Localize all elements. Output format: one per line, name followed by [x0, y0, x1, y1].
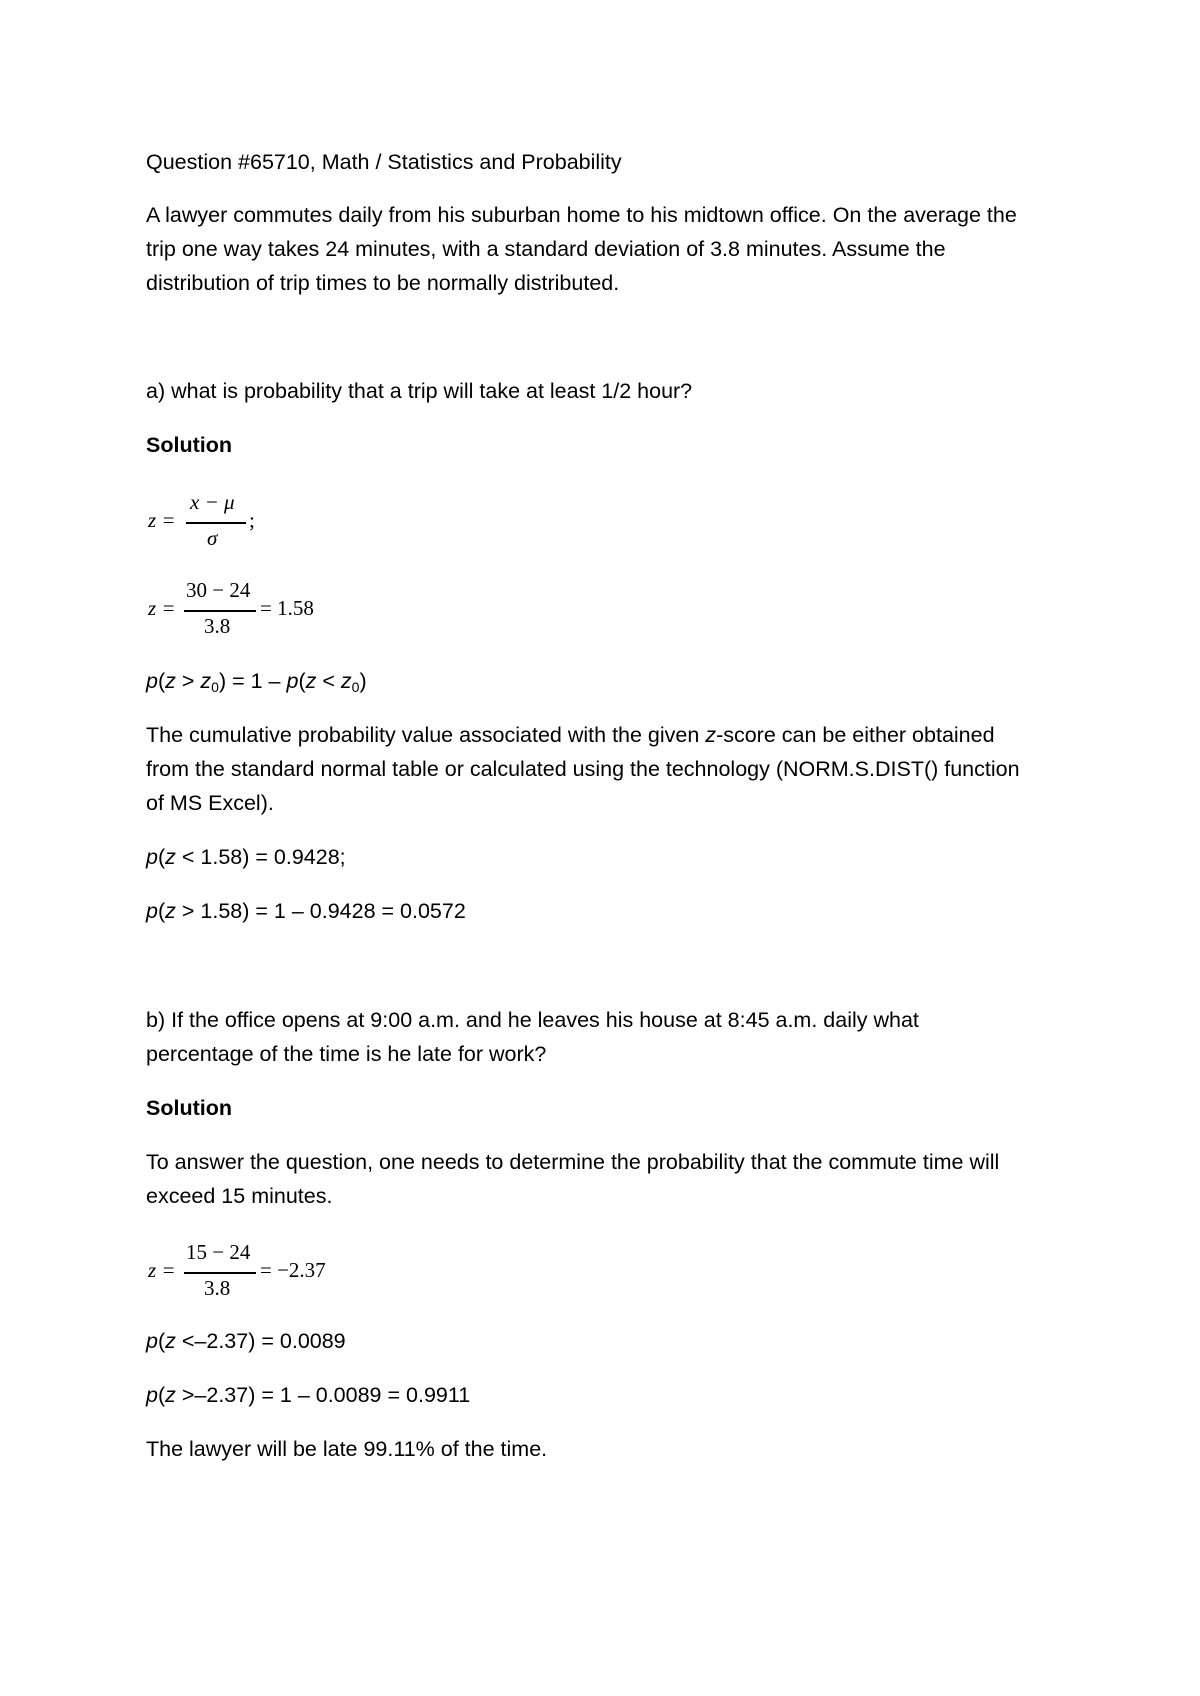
- fraction-bar: [184, 610, 256, 612]
- calc-lhs: z =: [148, 1258, 176, 1282]
- result-paren: (: [157, 899, 166, 923]
- rule-mid: ) = 1 –: [218, 669, 287, 693]
- explanation-line-2: from the standard normal table or calculated using the technology (NORM.S.DIST() function: [146, 757, 1020, 781]
- part-b-intro-line-2: exceed 15 minutes.: [146, 1184, 333, 1208]
- calc-result: = 1.58: [260, 596, 314, 620]
- result-z: z: [165, 899, 176, 923]
- conclusion: The lawyer will be late 99.11% of the time.: [146, 1437, 548, 1461]
- result-p: p: [146, 845, 158, 869]
- rule-subscript: 0: [211, 679, 219, 695]
- calc-lhs: z =: [148, 596, 176, 620]
- result-p: p: [146, 1329, 158, 1353]
- explanation-z: z: [705, 723, 717, 747]
- rule-paren: ): [359, 669, 367, 693]
- rule-z: z: [305, 669, 317, 693]
- rule-z: z: [165, 669, 176, 693]
- explanation-line-3: of MS Excel).: [146, 791, 274, 815]
- result-value: >–2.37) = 1 – 0.0089 = 0.9911: [175, 1383, 471, 1407]
- result-paren: (: [157, 1383, 166, 1407]
- calc-result: = −2.37: [260, 1258, 326, 1282]
- result-z: z: [165, 845, 176, 869]
- rule-gt: >: [175, 669, 201, 693]
- result-value: > 1.58) = 1 – 0.9428 = 0.0572: [175, 899, 466, 923]
- rule-z0: z: [340, 669, 352, 693]
- rule-z0: z: [200, 669, 212, 693]
- fraction-bar: [186, 522, 246, 524]
- part-b-intro-line-1: To answer the question, one needs to determine the probability that the commute time will: [146, 1150, 1000, 1174]
- result-p: p: [146, 899, 158, 923]
- rule-subscript: 0: [351, 679, 360, 695]
- part-a-result-2: [146, 894, 466, 928]
- fraction-bar: [184, 1272, 256, 1274]
- calc-denominator: 3.8: [204, 1276, 231, 1300]
- explanation-line-1: [146, 718, 995, 752]
- result-paren: (: [157, 845, 166, 869]
- part-b-solution-heading: Solution: [146, 1096, 232, 1120]
- result-z: z: [165, 1383, 176, 1407]
- rule-p: p: [146, 669, 158, 693]
- calc-numerator: 15 − 24: [186, 1240, 251, 1264]
- problem-line-1: A lawyer commutes daily from his suburban home to his midtown office. On the average the: [146, 203, 1017, 227]
- result-paren: (: [157, 1329, 166, 1353]
- calc-denominator: 3.8: [204, 614, 231, 638]
- part-b-result-2: [146, 1378, 470, 1412]
- result-p: p: [146, 1383, 158, 1407]
- result-value: <–2.37) = 0.0089: [175, 1329, 346, 1353]
- part-b-question-line-1: b) If the office opens at 9:00 a.m. and he leaves his house at 8:45 a.m. daily what: [146, 1008, 919, 1032]
- document-title: Question #65710, Math / Statistics and Probability: [146, 150, 622, 174]
- part-a-solution-heading: Solution: [146, 433, 232, 457]
- part-b-question-line-2: percentage of the time is he late for work?: [146, 1042, 547, 1066]
- rule-p: p: [286, 669, 299, 693]
- rule-paren: (: [157, 669, 166, 693]
- result-value: < 1.58) = 0.9428;: [175, 845, 346, 869]
- formula-denominator: σ: [207, 526, 218, 550]
- problem-line-2: trip one way takes 24 minutes, with a standard deviation of 3.8 minutes. Assume the: [146, 237, 946, 261]
- part-a-result-1: [146, 840, 346, 874]
- rule-lt: <: [316, 669, 341, 693]
- rule-paren: (: [298, 669, 306, 693]
- explanation-text: -score can be either obtained: [716, 723, 995, 747]
- formula-numerator: x − μ: [190, 490, 235, 514]
- calc-numerator: 30 − 24: [186, 578, 251, 602]
- part-a-question: a) what is probability that a trip will take at least 1/2 hour?: [146, 379, 693, 403]
- formula-lhs: z =: [148, 508, 176, 532]
- formula-suffix: ;: [249, 508, 255, 532]
- result-z: z: [165, 1329, 176, 1353]
- complement-rule: [146, 664, 367, 704]
- problem-line-3: distribution of trip times to be normally distributed.: [146, 271, 620, 295]
- explanation-text: The cumulative probability value associated with the given: [146, 723, 706, 747]
- part-b-result-1: [146, 1324, 346, 1358]
